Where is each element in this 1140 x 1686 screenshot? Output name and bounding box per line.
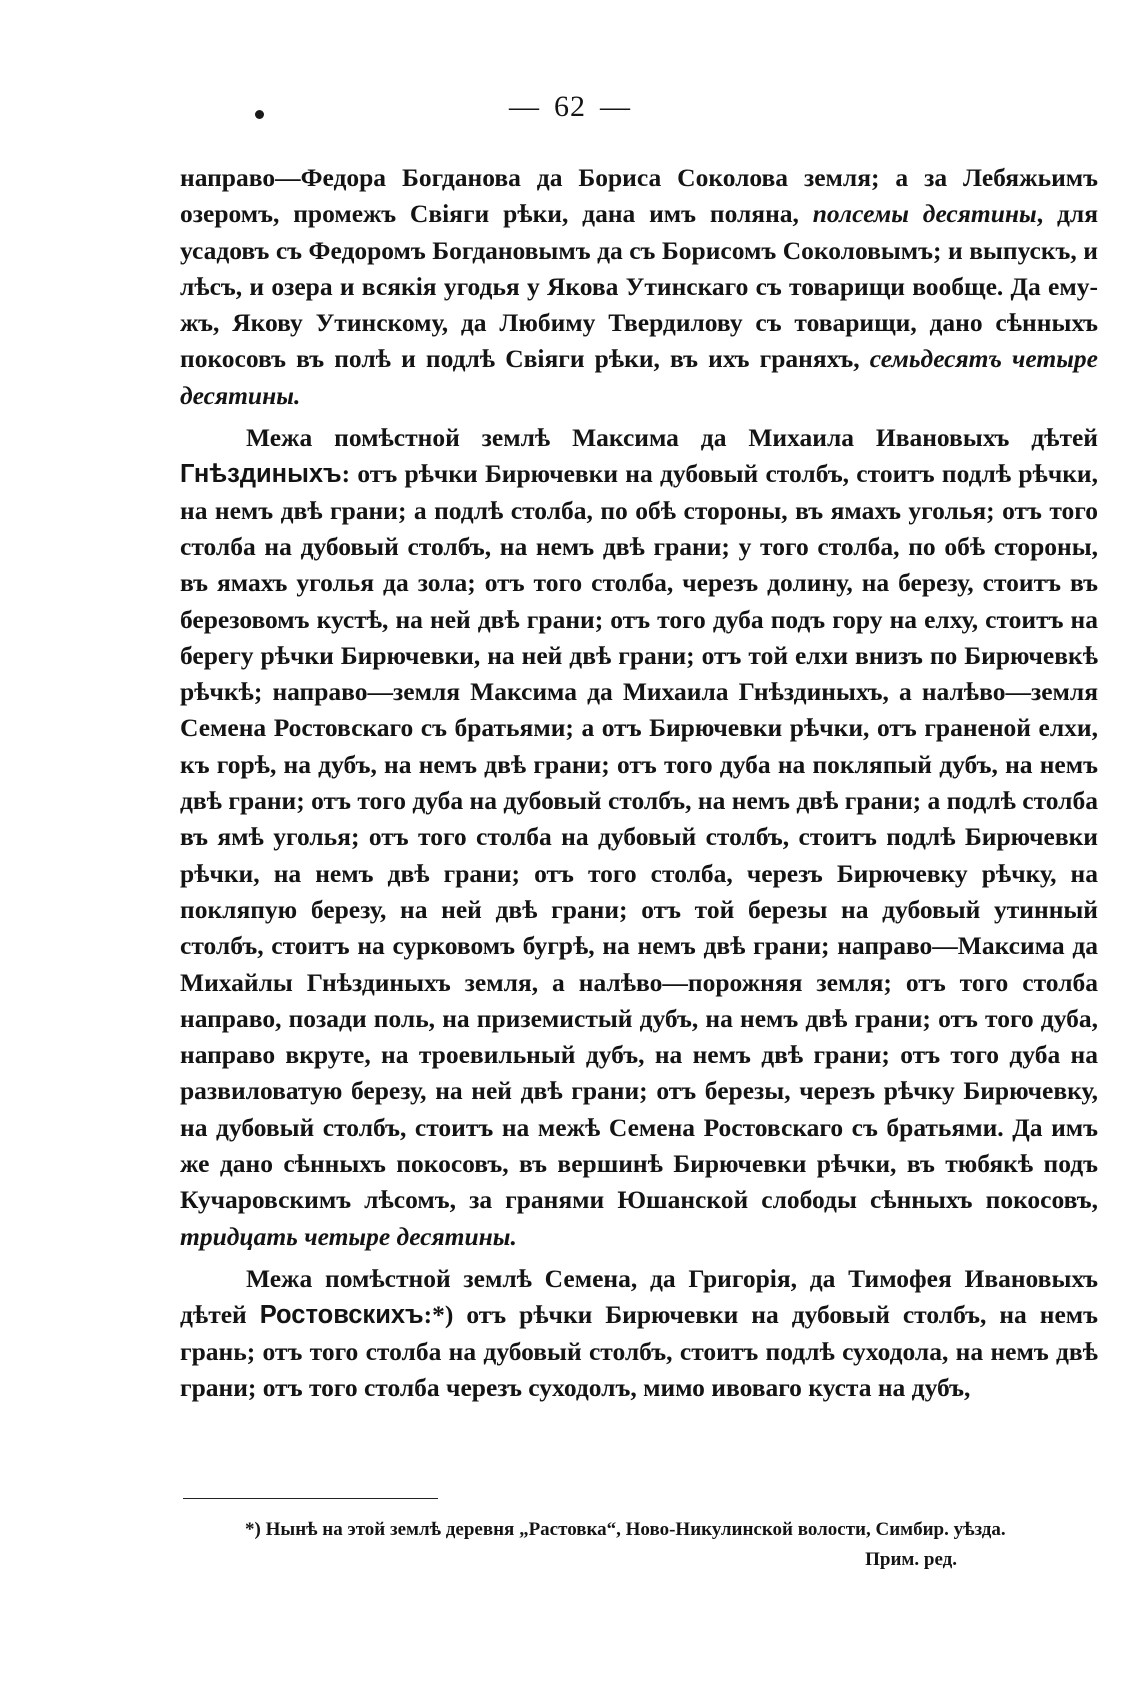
footnote bbox=[245, 1515, 1097, 1575]
page-number bbox=[0, 90, 1140, 124]
footnote-attribution: Прим. ред. bbox=[865, 1549, 957, 1570]
footnote-rule bbox=[183, 1498, 438, 1499]
text-segment: направо—Федора Богданова да Бориса Соколова земля; а за Лебяжьимъ озеромъ, промежъ Свіяги рѣки, дана имъ поляна, bbox=[180, 163, 1098, 229]
text-segment: Межа помѣстной землѣ Семена, да Григорія, да Тимофея Ивановыхъ дѣтей bbox=[180, 1263, 1098, 1330]
dash-right: — bbox=[600, 90, 631, 123]
italic-segment: семьдесятъ четыре десятины. bbox=[180, 344, 1098, 410]
body-text bbox=[180, 160, 1098, 1406]
text-segment: Межа помѣстной землѣ Максима да Михаила Ивановыхъ дѣтей bbox=[246, 423, 1098, 453]
footnote-text: *) Нынѣ на этой землѣ деревня „Растовка“, Ново-Никулинской волости, Симбир. уѣзда. bbox=[245, 1519, 1006, 1540]
italic-segment: тридцать четыре десятины. bbox=[180, 1221, 517, 1251]
page-number-value: 62 bbox=[554, 90, 586, 123]
paragraph-1 bbox=[180, 160, 1098, 414]
paragraph-3 bbox=[180, 1261, 1098, 1406]
text-segment: , для усадовъ съ Федоромъ Богдановымъ да съ Борисомъ Соколовымъ; и выпускъ, и лѣсъ, и озера и всякія угодья у Якова Утинскаго съ товарищи вообще. Да ему-жъ, Якову Утинскому, да Любиму Твердилову съ товарищи, дано сѣнныхъ покосовъ въ полѣ и подлѣ Свіяги рѣки, въ ихъ граняхъ, bbox=[180, 199, 1098, 374]
dash-left: — bbox=[509, 90, 540, 123]
text-segment: :*) отъ рѣчки Бирючевки на дубовый столбъ, на немъ грань; отъ того столба на дубовый столбъ, стоитъ подлѣ суходола, на немъ двѣ грани; отъ того столба черезъ суходолъ, мимо ивоваго куста на дубъ, bbox=[180, 1300, 1098, 1402]
paragraph-2 bbox=[180, 420, 1098, 1255]
surname-heading: Ростовскихъ bbox=[259, 1301, 424, 1330]
text-segment: : отъ рѣчки Бирючевки на дубовый столбъ, стоитъ подлѣ рѣчки, на немъ двѣ грани; а подлѣ столба, по обѣ стороны, въ ямахъ уголья; отъ того столба на дубовый столбъ, на немъ двѣ грани; у того столба, по обѣ стороны, въ ямахъ уголья да зола; отъ того столба, черезъ долину, на березу, стоитъ въ березовомъ кустѣ, на ней двѣ грани; отъ того дуба подъ гору на елху, стоитъ на берегу рѣчки Бирючевки, на ней двѣ грани; отъ той елхи внизъ по Бирючевкѣ рѣчкѣ; направо—земля Максима да Михаила Гнѣздиныхъ, а налѣво—земля Семена Ростовскаго съ братьями; а отъ Бирючевки рѣчки, отъ граненой елхи, къ горѣ, на дубъ, на немъ двѣ грани; отъ того дуба на покляпый дубъ, на немъ двѣ грани; отъ того дуба на дубовый столбъ, на немъ двѣ грани; а подлѣ столба въ ямѣ уголья; отъ того столба на дубовый столбъ, стоитъ подлѣ Бирючевки рѣчки, на немъ двѣ грани; отъ того столба, черезъ Бирючевку рѣчку, на покляпую березу, на ней двѣ грани; отъ той березы на дубовый утинный столбъ, стоитъ на сурковомъ бугрѣ, на немъ двѣ грани; направо—Максима да Михайлы Гнѣздиныхъ земля, а налѣво—порожняя земля; отъ того столба направо, позади поль, на приземистый дубъ, на немъ двѣ грани; отъ того дуба, направо вкруте, на троевильный дубъ, на немъ двѣ грани; отъ того дуба на развиловатую березу, на ней двѣ грани; отъ березы, черезъ рѣчку Бирючевку, на дубовый столбъ, стоитъ на межѣ Семена Ростовскаго съ братьями. Да имъ же дано сѣнныхъ покосовъ, въ вершинѣ Бирючевки рѣчки, въ тюбякѣ подъ Кучаровскимъ лѣсомъ, за гранями Юшанской слободы сѣнныхъ покосовъ, bbox=[180, 459, 1098, 1215]
italic-segment: полсемы десятины bbox=[812, 199, 1037, 229]
surname-heading: Гнѣздиныхъ bbox=[180, 460, 342, 489]
